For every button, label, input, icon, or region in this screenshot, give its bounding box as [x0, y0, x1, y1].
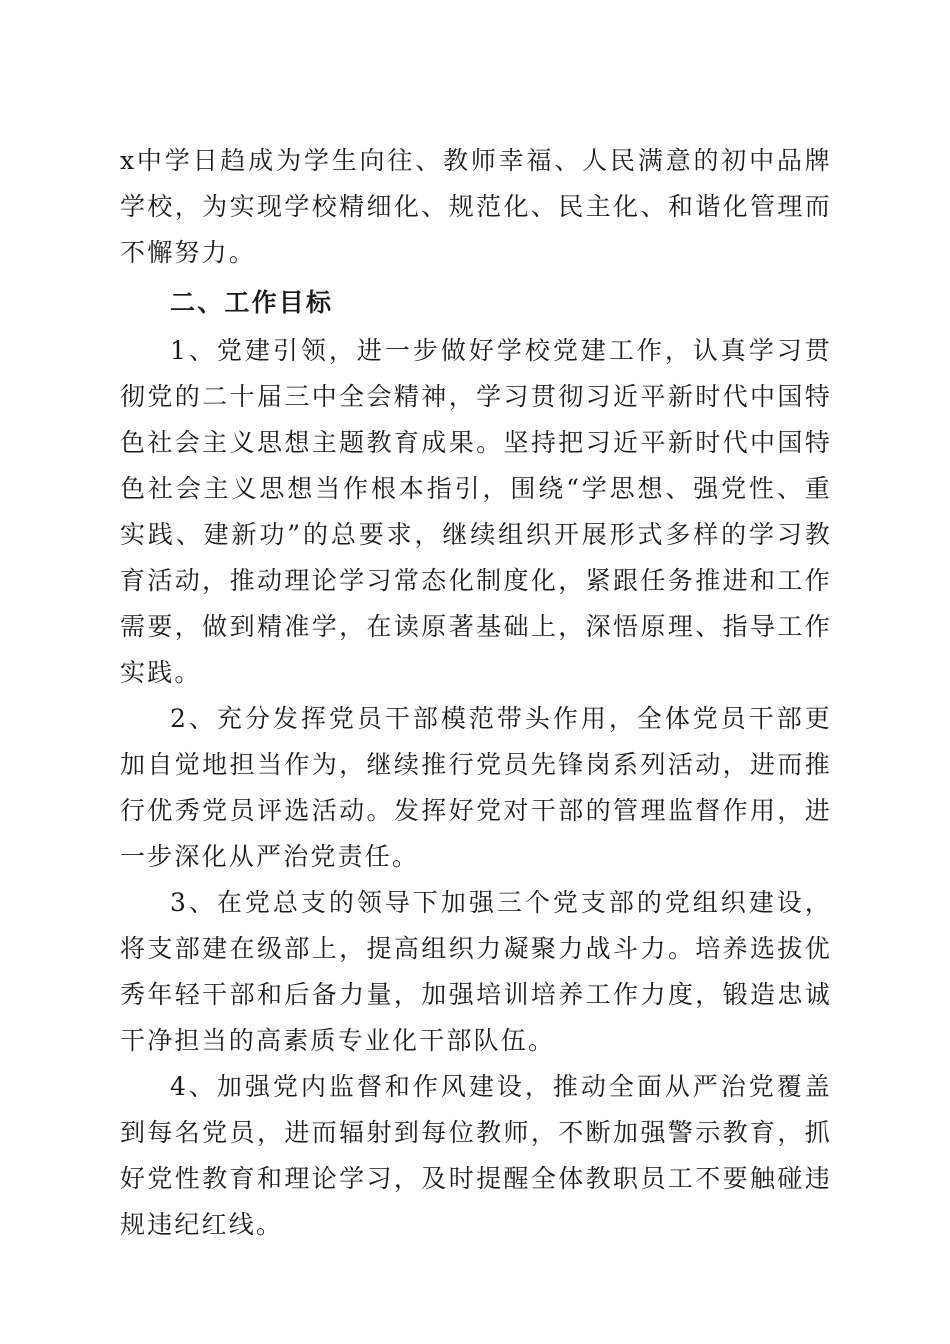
goal-paragraph-2: 2、充分发挥党员干部模范带头作用，全体党员干部更加自觉地担当作为，继续推行党员先锋岗系列活动，进而推行优秀党员评选活动。发挥好党对干部的管理监督作用，进一步深化从严治党责任。: [120, 704, 832, 871]
goal-paragraph-3: 3、在党总支的领导下加强三个党支部的党组织建设，将支部建在级部上，提高组织力凝聚力战斗力。培养选拔优秀年轻干部和后备力量，加强培训培养工作力度，锻造忠诚干净担当的高素质专业化干部队伍。: [120, 888, 832, 1055]
goal-paragraph-4: 4、加强党内监督和作风建设，推动全面从严治党覆盖到每名党员，进而辐射到每位教师，不断加强警示教育，抓好党性教育和理论学习，及时提醒全体教职员工不要触碰违规违纪红线。: [120, 1072, 832, 1239]
section-heading: 二、工作目标: [170, 288, 334, 317]
document-body: [120, 138, 832, 1248]
goal-paragraph-1: 1、党建引领，进一步做好学校党建工作，认真学习贯彻党的二十届三中全会精神，学习贯彻习近平新时代中国特色社会主义思想主题教育成果。坚持把习近平新时代中国特色社会主义思想当作根本指引，围绕“学思想、强党性、重实践、建新功”的总要求，继续组织开展形式多样的学习教育活动，推动理论学习常态化制度化，紧跟任务推进和工作需要，做到精准学，在读原著基础上，深悟原理、指导工作实践。: [120, 336, 832, 687]
intro-continuation-paragraph: x中学日趋成为学生向往、教师幸福、人民满意的初中品牌学校，为实现学校精细化、规范化、民主化、和谐化管理而不懈努力。: [120, 146, 832, 267]
